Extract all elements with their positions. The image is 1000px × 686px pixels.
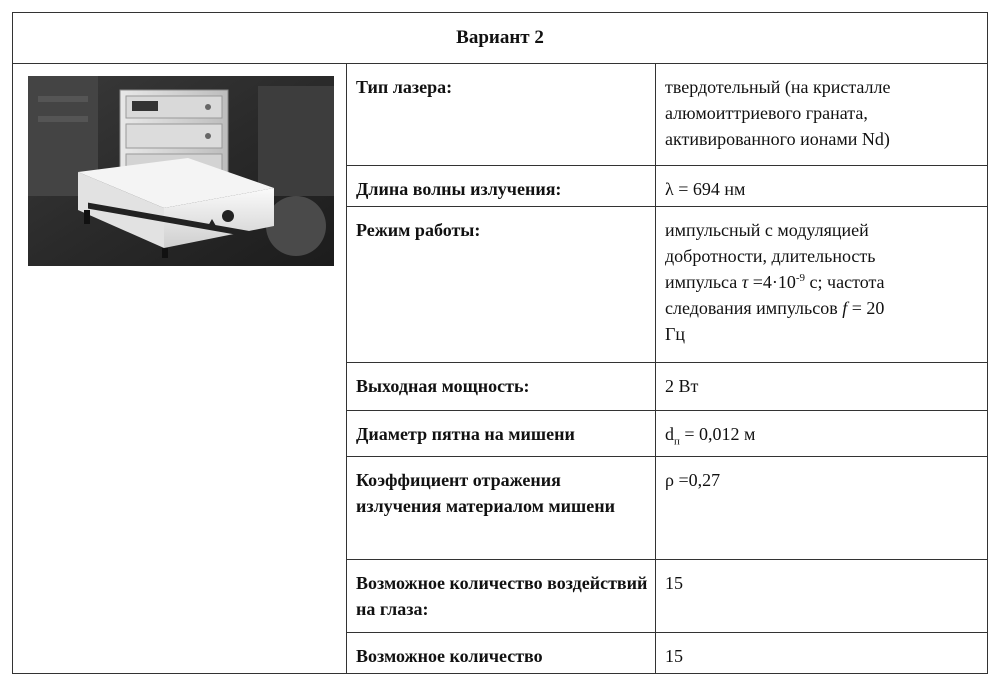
- mode-line4-pre: следования импульсов: [665, 298, 838, 318]
- mode-line5: Гц: [665, 324, 686, 344]
- row-label-laser-type: Тип лазера:: [356, 77, 453, 97]
- column-divider-1: [346, 64, 347, 674]
- exponent: -9: [795, 272, 806, 284]
- row-label-spot-diameter: Диаметр пятна на мишени: [356, 424, 575, 444]
- laser-photo-graphic: [28, 76, 334, 266]
- diameter-subscript: п: [674, 435, 680, 448]
- frequency-symbol: f: [842, 298, 848, 318]
- row-label-wavelength: Длина волны излучения:: [356, 179, 562, 199]
- row-value-laser-type: твердотельный (на кристалле алюмоиттриевого граната, активированного ионами Nd): [665, 77, 891, 149]
- table-title: Вариант 2: [12, 12, 988, 64]
- mode-line3-pre: импульса: [665, 272, 738, 292]
- row-value-operating-mode: [657, 207, 987, 362]
- row-label-reflection-coefficient: Коэффициент отражения излучения материалом мишени: [356, 470, 615, 516]
- laser-device-photo: [28, 76, 334, 266]
- row-value-possible-count: 15: [665, 646, 683, 666]
- mode-line2: добротности, длительность: [665, 246, 876, 266]
- mode-line3-post: с; частота: [805, 272, 885, 292]
- row-value-reflection-coefficient: ρ =0,27: [665, 470, 721, 490]
- mode-line3-mid: =4·10: [748, 272, 796, 292]
- mode-line4-post: = 20: [851, 298, 885, 318]
- diameter-symbol: d: [665, 424, 674, 444]
- diameter-value: = 0,012 м: [679, 424, 756, 444]
- tau-symbol: τ: [741, 272, 749, 292]
- mode-line1: импульсный с модуляцией: [665, 220, 869, 240]
- row-value-eye-exposures: 15: [665, 573, 683, 593]
- row-value-wavelength: λ = 694 нм: [665, 179, 746, 199]
- row-label-operating-mode: Режим работы:: [356, 220, 481, 240]
- row-label-possible-count: Возможное количество: [356, 646, 543, 666]
- row-label-eye-exposures: Возможное количество воздействий на глаза:: [356, 573, 648, 619]
- row-label-output-power: Выходная мощность:: [356, 376, 530, 396]
- row-value-output-power: 2 Вт: [665, 376, 699, 396]
- row-value-spot-diameter: [657, 411, 987, 456]
